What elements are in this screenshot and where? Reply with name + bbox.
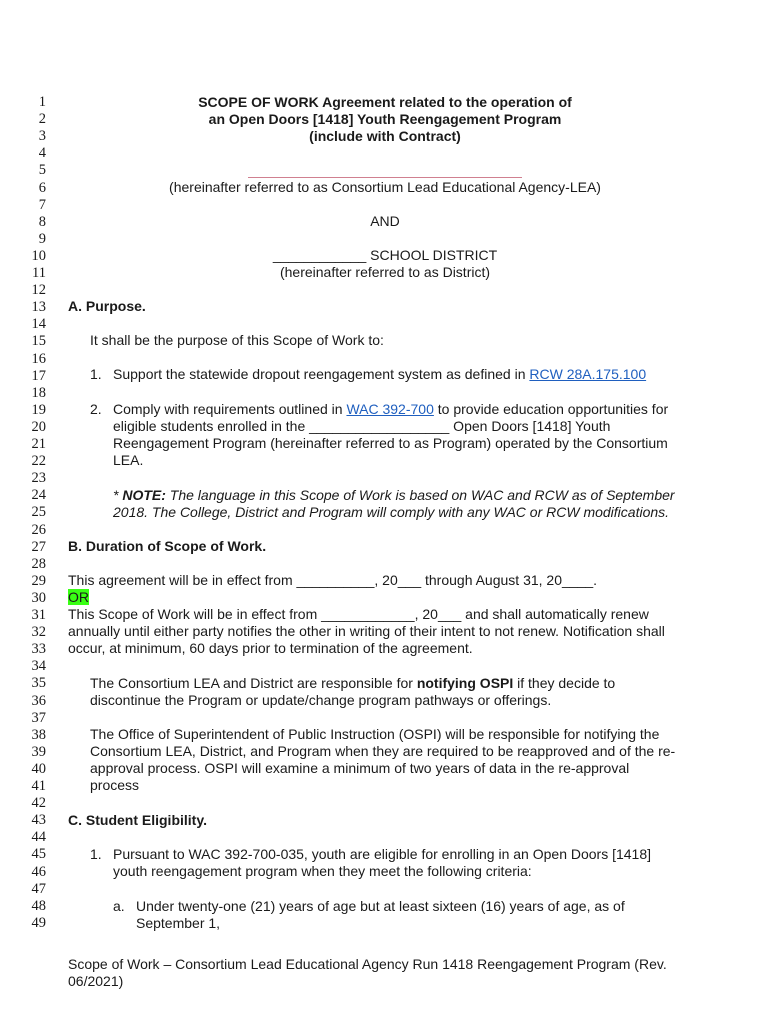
line-number: 3	[38, 128, 46, 145]
rcw-link[interactable]: RCW 28A.175.100	[529, 366, 647, 382]
section-b-heading: B. Duration of Scope of Work.	[68, 538, 267, 554]
purpose-item-2-line-2-end: Open Doors [1418] Youth	[449, 418, 611, 434]
section-c-heading: C. Student Eligibility.	[68, 812, 207, 828]
renew-date-blank: ____________	[321, 606, 415, 622]
or-highlight: OR	[68, 589, 89, 605]
effective-text-2: This Scope of Work will be in effect from	[68, 606, 322, 622]
notify-ospi-bold: notifying OSPI	[416, 675, 514, 691]
lea-name-blank	[248, 177, 522, 178]
or-separator	[68, 589, 89, 606]
eligibility-sub-a-line-1: Under twenty-one (21) years of age but at least sixteen (16) years of age, as of	[136, 898, 625, 914]
notify-line-35	[90, 675, 615, 692]
line-number: 42	[31, 795, 46, 812]
effective-text-1: This agreement will be in effect from	[68, 572, 297, 588]
line-number: 38	[31, 726, 46, 743]
notify-text-start: The Consortium LEA and District are responsible for	[90, 675, 417, 691]
line-number: 45	[31, 846, 46, 863]
year-prefix-1: , 20	[374, 572, 398, 588]
line-number: 1	[38, 94, 46, 110]
notify-line-36: discontinue the Program or update/change program pathways or offerings.	[90, 692, 552, 708]
line-number: 9	[38, 230, 46, 247]
line-number: 26	[31, 521, 46, 538]
year-prefix-2: , 20	[414, 606, 438, 622]
wac-link[interactable]: WAC 392-700	[346, 401, 434, 417]
eligibility-item-1-line-2: youth reengagement program when they meet the following criteria:	[113, 863, 532, 879]
line-number: 33	[31, 641, 46, 658]
line-number: 2	[38, 111, 46, 128]
line-number: 8	[38, 213, 46, 230]
line-number: 25	[31, 504, 46, 521]
district-label: SCHOOL DISTRICT	[366, 247, 498, 263]
line-number: 17	[31, 367, 46, 384]
line-number: 43	[31, 812, 46, 829]
line-number: 47	[31, 880, 46, 897]
title-line-2: an Open Doors [1418] Youth Reengagement Program	[208, 111, 562, 127]
line-number: 44	[31, 829, 46, 846]
period-1: .	[593, 572, 598, 588]
effective-dates-option-2	[68, 606, 649, 623]
ospi-line-39: Consortium LEA, District, and Program when they are required to be reapproved and of the re-	[90, 743, 676, 759]
line-number: 13	[31, 299, 46, 316]
note-line-2: 2018. The College, District and Program will comply with any WAC or RCW modifications.	[113, 504, 670, 520]
district-blank: ____________	[272, 247, 367, 263]
and-label: AND	[370, 213, 400, 229]
line-number: 14	[31, 316, 46, 333]
end-year-blank: ____	[562, 572, 594, 588]
purpose-item-2-text-end: to provide education opportunities for	[433, 401, 669, 417]
line-number: 16	[31, 350, 46, 367]
district-line	[0, 247, 770, 264]
ospi-line-38: The Office of Superintendent of Public Instruction (OSPI) will be responsible for notifying the	[90, 726, 660, 742]
line-number: 31	[31, 607, 46, 623]
line-number: 15	[31, 333, 46, 350]
page-footer: Scope of Work – Consortium Lead Educational Agency Run 1418 Reengagement Program (Rev. 06/2021)	[68, 956, 667, 989]
title-line-3: (include with Contract)	[309, 128, 461, 144]
section-a-heading: A. Purpose.	[68, 298, 146, 314]
purpose-intro: It shall be the purpose of this Scope of Work to:	[90, 332, 384, 348]
line-number: 39	[31, 743, 46, 760]
line-number: 30	[31, 589, 46, 606]
line-number: 4	[38, 145, 46, 162]
start-year-blank: ___	[397, 572, 422, 588]
ospi-line-40: approval process. OSPI will examine a minimum of two years of data in the re-approval	[90, 760, 630, 776]
program-name-blank: __________________	[309, 418, 450, 434]
line-number: 34	[31, 658, 46, 675]
purpose-item-2-line-2-start: eligible students enrolled in the	[113, 418, 310, 434]
renewal-line-32: annually until either party notifies the other in writing of their intent to not renew. Notification shall	[68, 623, 665, 639]
note-prefix: *	[113, 487, 123, 503]
note-text: The language in this Scope of Work is based on WAC and RCW as of September	[165, 487, 675, 503]
purpose-item-2-text-start: Comply with requirements outlined in	[113, 401, 347, 417]
line-number: 21	[31, 436, 46, 452]
purpose-item-2-line-4: LEA.	[113, 452, 144, 468]
line-number: 29	[31, 572, 46, 589]
renewal-line-33: occur, at minimum, 60 days prior to termination of the agreement.	[68, 640, 473, 656]
line-number: 23	[31, 470, 46, 487]
line-number: 35	[31, 675, 46, 692]
line-number: 12	[31, 282, 46, 299]
line-number: 41	[31, 778, 46, 794]
note-label: NOTE:	[122, 487, 166, 503]
line-number: 6	[38, 179, 46, 196]
through-text: through August 31, 20	[421, 572, 562, 588]
line-number: 24	[31, 487, 46, 504]
purpose-item-1-number: 1.	[90, 366, 102, 382]
start-date-blank: __________	[296, 572, 375, 588]
purpose-item-1	[113, 366, 646, 383]
renew-year-blank: ___	[437, 606, 462, 622]
line-number: 40	[31, 760, 46, 777]
eligibility-item-1-line-1: Pursuant to WAC 392-700-035, youth are eligible for enrolling in an Open Doors [1418]	[113, 846, 652, 862]
purpose-item-1-text: Support the statewide dropout reengagement system as defined in	[113, 366, 530, 382]
purpose-item-2-line-2	[113, 418, 610, 435]
title-line-1: SCOPE OF WORK Agreement related to the operation of	[198, 94, 572, 110]
effective-dates-option-1	[68, 572, 597, 589]
lea-designation: (hereinafter referred to as Consortium Lead Educational Agency-LEA)	[169, 179, 601, 195]
purpose-item-2-line-1	[113, 401, 668, 418]
line-number: 36	[31, 692, 46, 709]
eligibility-item-1-number: 1.	[90, 846, 102, 862]
line-number: 5	[38, 162, 46, 179]
notify-text-end: if they decide to	[513, 675, 616, 691]
line-number: 48	[31, 897, 46, 914]
line-number: 32	[31, 624, 46, 641]
line-number: 19	[31, 401, 46, 418]
eligibility-sub-a-label: a.	[113, 898, 125, 914]
purpose-item-2-line-3: Reengagement Program (hereinafter referred to as Program) operated by the Consortium	[113, 435, 668, 451]
eligibility-sub-a-line-2: September 1,	[136, 915, 221, 931]
line-number: 46	[31, 863, 46, 880]
note-line-1	[113, 487, 675, 504]
line-number: 11	[32, 265, 46, 281]
purpose-item-2-number: 2.	[90, 401, 102, 417]
line-number: 49	[31, 914, 46, 931]
district-designation: (hereinafter referred to as District)	[279, 264, 491, 280]
line-number: 18	[31, 384, 46, 401]
renew-text: and shall automatically renew	[461, 606, 649, 622]
line-number: 7	[38, 196, 46, 213]
line-number: 20	[31, 418, 46, 435]
line-number: 22	[31, 453, 46, 470]
line-number: 28	[31, 555, 46, 572]
ospi-line-41: process	[90, 777, 140, 793]
line-number: 27	[31, 538, 46, 555]
line-number: 37	[31, 709, 46, 726]
line-number: 10	[31, 247, 46, 264]
